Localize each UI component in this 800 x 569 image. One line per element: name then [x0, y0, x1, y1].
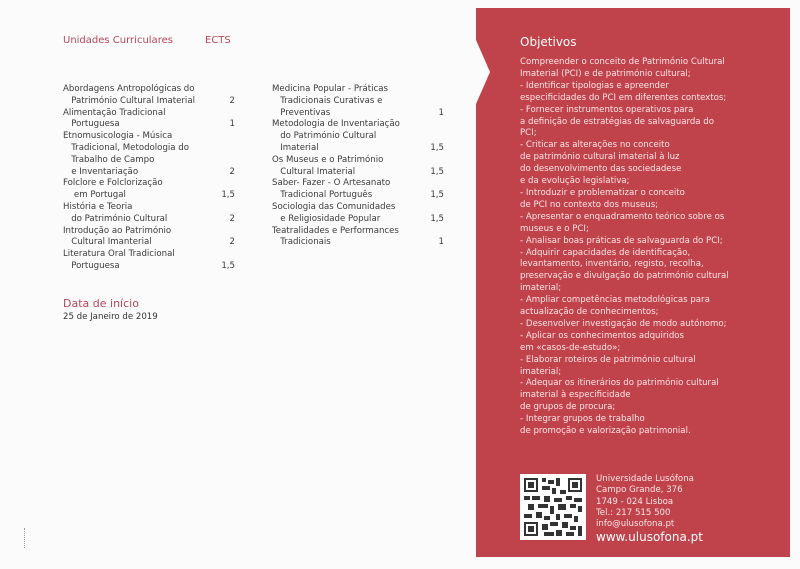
curricular-unit — [63, 178, 235, 202]
objectives-text: Compreender o conceito de Património Cultural Imaterial (PCI) e de património cultural; - Identificar tipologias e apreender especificidades do PCI em diferentes contextos; - Fornecer instrumentos operativos para a definição de estratégias de salvaguarda do PCI; - Criticar as alterações no conceito de património cultural imaterial à luz do desenvolvimento das sociedadese e da evolução legislativa; - Introduzir e problematizar o conceito de PCI no contexto dos museus; - Apresentar o enquadramento teórico sobre os museus e o PCI; - Analisar boas práticas de salvaguarda do PCI; - Adquirir capacidades de identificação, levantamento, inventário, registo, recolha, preservação e divulgação do património cultural imaterial; - Ampliar competências metodológicas para actualização de conhecimentos; - Desenvolver investigação de modo autónomo; - Aplicar os conhecimentos adquiridos em «casos-de-estudo»; - Elaborar roteiros de património cultural imaterial; - Adequar os itinerários do património cultural imaterial à especificidade de grupos de procura; - Integrar grupos de trabalho de promoção e valorização patrimonial. — [520, 57, 729, 437]
unit-title: Introdução ao Património Cultural Imanterial — [63, 225, 172, 248]
contact-block — [596, 474, 703, 545]
unit-ects: 2 — [229, 213, 235, 224]
unit-ects: 1 — [229, 119, 235, 130]
unit-ects: 1 — [438, 237, 444, 248]
curricular-unit — [272, 119, 444, 154]
unit-ects: 1,5 — [221, 190, 235, 201]
curricular-unit — [63, 202, 235, 226]
ects-heading: ECTS — [205, 35, 231, 46]
unit-ects: 2 — [229, 166, 235, 177]
unit-title: Folclore e Folclorização em Portugal — [63, 178, 163, 201]
start-date-heading: Data de início — [63, 297, 139, 310]
unit-ects: 1,5 — [430, 142, 444, 153]
unit-title: Etnomusicologia - Música Tradicional, Metodologia do Trabalho de Campo e Inventariação — [63, 131, 189, 177]
start-date-value: 25 de Janeiro de 2019 — [63, 312, 158, 322]
unit-title: Metodologia de Inventariação do Património Cultural Imaterial — [272, 119, 400, 153]
unit-ects: 2 — [229, 237, 235, 248]
arrow-notch — [476, 40, 490, 104]
qr-code-icon — [520, 474, 586, 540]
unit-title: Teatralidades e Performances Tradicionais — [272, 225, 399, 248]
unit-title: História e Teoria do Património Cultural — [63, 201, 168, 224]
unit-title: Saber- Fazer - O Artesanato Tradicional Português — [272, 178, 391, 201]
curricular-unit — [63, 226, 235, 250]
curricular-unit — [63, 108, 235, 132]
units-heading: Unidades Curriculares — [63, 35, 173, 46]
unit-title: Abordagens Antropológicas do Património Cultural Imaterial — [63, 84, 195, 106]
unit-ects: 1,5 — [430, 166, 444, 177]
postal-code: 1749 - 024 Lisboa — [596, 496, 674, 507]
curricular-unit — [272, 178, 444, 202]
unit-title: Literatura Oral Tradicional Portuguesa — [63, 249, 175, 271]
units-list-right — [272, 84, 444, 249]
curricular-unit — [272, 155, 444, 179]
address: Campo Grande, 376 — [596, 485, 683, 496]
curricular-unit — [272, 84, 444, 119]
curricular-unit — [63, 131, 235, 178]
curricular-unit — [272, 202, 444, 226]
curricular-unit — [272, 226, 444, 250]
university-name: Universidade Lusófona — [596, 474, 694, 484]
curricular-unit — [63, 84, 235, 108]
curricular-unit — [63, 249, 235, 273]
unit-ects: 2 — [229, 95, 235, 106]
unit-ects: 1 — [438, 107, 444, 118]
unit-title: Alimentação Tradicional Portuguesa — [63, 107, 166, 130]
unit-title: Sociologia das Comunidades e Religiosidade Popular — [272, 201, 396, 224]
email-link[interactable]: info@ulusofona.pt — [596, 519, 675, 530]
objectives-heading: Objetivos — [520, 35, 577, 49]
unit-title: Os Museus e o Património Cultural Imaterial — [272, 154, 384, 177]
units-list-left — [63, 84, 235, 273]
fold-marks — [24, 528, 27, 548]
unit-ects: 1,5 — [221, 260, 235, 271]
website-link[interactable]: www.ulusofona.pt — [596, 530, 703, 545]
unit-ects: 1,5 — [430, 213, 444, 224]
phone: Tel.: 217 515 500 — [596, 507, 671, 518]
unit-ects: 1,5 — [430, 190, 444, 201]
unit-title: Medicina Popular - Práticas Tradicionais Curativas e Preventivas — [272, 84, 388, 118]
